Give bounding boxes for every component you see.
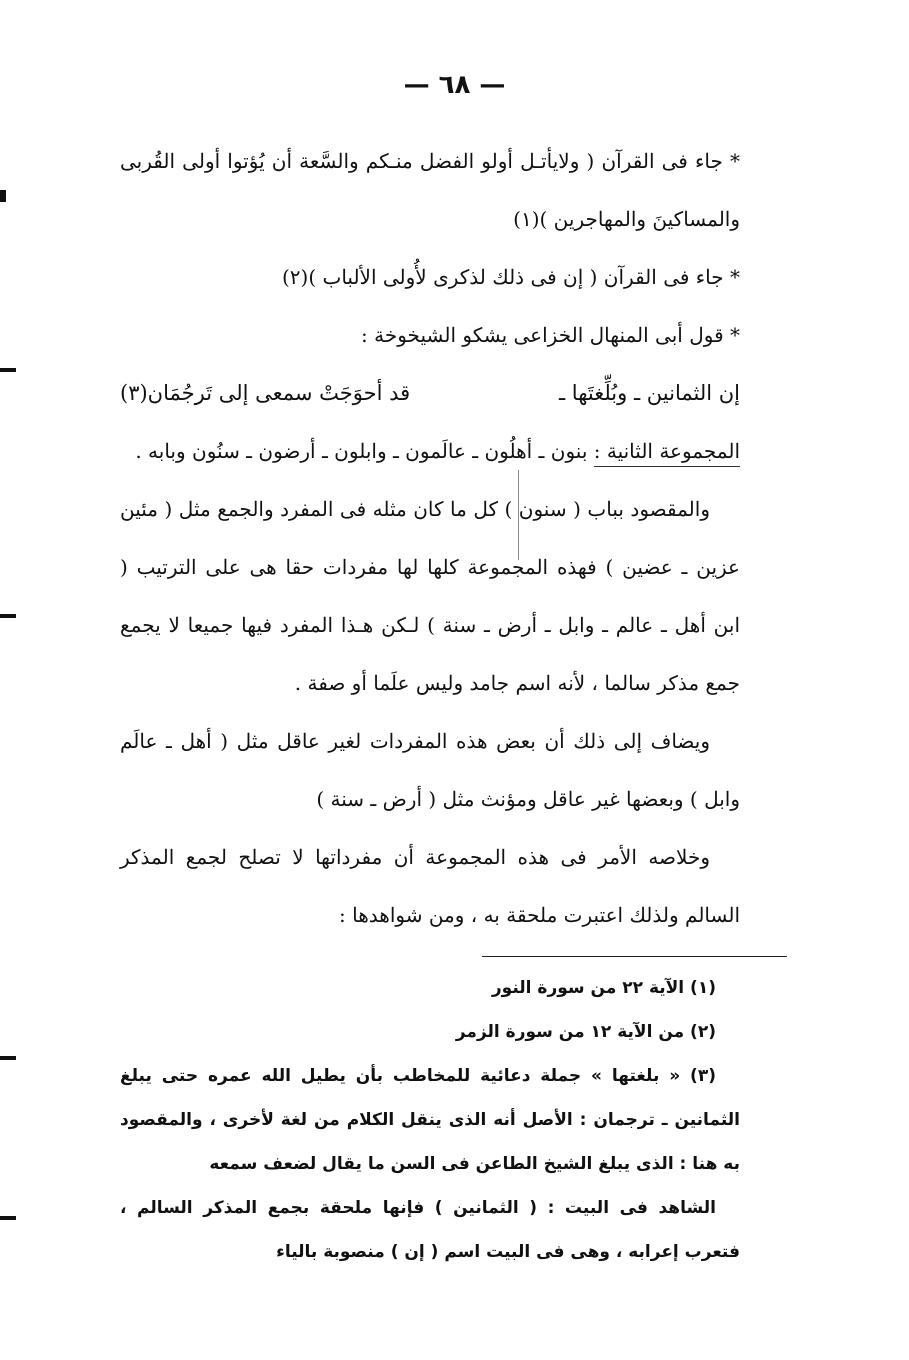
paragraph-quran-2: * جاء فى القرآن ( إن فى ذلك لذكرى لأُولى الألباب )(٢) — [281, 265, 740, 289]
margin-mark — [0, 190, 6, 202]
footnote-4: الشاهد فى البيت : ( الثمانين ) فإنها ملحقة بجمع المذكر السالم ، فتعرب إعرابه ، وهى فى البيت اسم ( إن ) منصوبة بالياء — [120, 1198, 740, 1262]
poem-verse — [120, 364, 740, 422]
footnotes — [120, 966, 740, 1274]
page-number: — ٦٨ — — [403, 70, 506, 100]
footnote-1: (١) الآية ٢٢ من سورة النور — [491, 978, 716, 998]
margin-mark — [0, 614, 16, 618]
footnote-3: (٣) « بلغتها » جملة دعائية للمخاطب بأن يطيل الله عمره حتى يبلغ الثمانين ـ ترجمان : الأصل أنه الذى ينقل الكلام من لغة لأخرى ، والمقصود به هنا : الذى يبلغ الشيخ الطاعن فى السن ما يقال لضعف سمعه — [120, 1066, 740, 1174]
paragraph-poet: * قول أبى المنهال الخزاعى يشكو الشيخوخة : — [361, 323, 740, 347]
verse-first-hemistich: إن الثمانين ـ وبُلِّغتَها ـ — [558, 381, 740, 405]
margin-mark — [0, 368, 16, 372]
footnote-separator — [482, 956, 787, 957]
margin-mark — [0, 1216, 16, 1220]
margin-mark — [0, 1056, 16, 1060]
group-two-paragraph — [120, 422, 740, 480]
paragraph-explanation: والمقصود بباب ( سنون ) كل ما كان مثله فى المفرد والجمع مثل ( مئين عزين ـ عضين ) فهذه المجموعة كلها لها مفردات حقا هى على الترتيب ( ابن أهل ـ عالم ـ وابل ـ أرض ـ سنة ) لـكن هـذا المفرد فيها جميعا لا يجمع جمع مذكر سالما ، لأنه اسم جامد وليس علَما أو صفة . — [120, 497, 740, 695]
main-text — [120, 132, 740, 944]
paragraph-quran-1: * جاء فى القرآن ( ولايأتـل أولو الفضل منـكم والسَّعة أن يُؤتوا أولى القُربى والمساكينَ والمهاجرين )(١) — [120, 149, 740, 231]
paragraph-conclusion: وخلاصه الأمر فى هذه المجموعة أن مفرداتها لا تصلح لجمع المذكر السالم ولذلك اعتبرت ملحقة به ، ومن شواهدها : — [120, 845, 740, 927]
verse-second-hemistich: قد أحوَجَتْ سمعى إلى تَرجُمَان(٣) — [120, 381, 411, 405]
paragraph-addition: ويضاف إلى ذلك أن بعض هذه المفردات لغير عاقل مثل ( أهل ـ عالَم وابل ) وبعضها غير عاقل ومؤنث مثل ( أرض ـ سنة ) — [120, 729, 740, 811]
footnote-2: (٢) من الآية ١٢ من سورة الزمر — [455, 1022, 716, 1042]
group-two-list: بنون ـ أهلُون ـ عالَمون ـ وابلون ـ أرضون ـ سنُون وبابه . — [135, 439, 588, 463]
group-two-heading: المجموعة الثانية : — [594, 436, 740, 467]
